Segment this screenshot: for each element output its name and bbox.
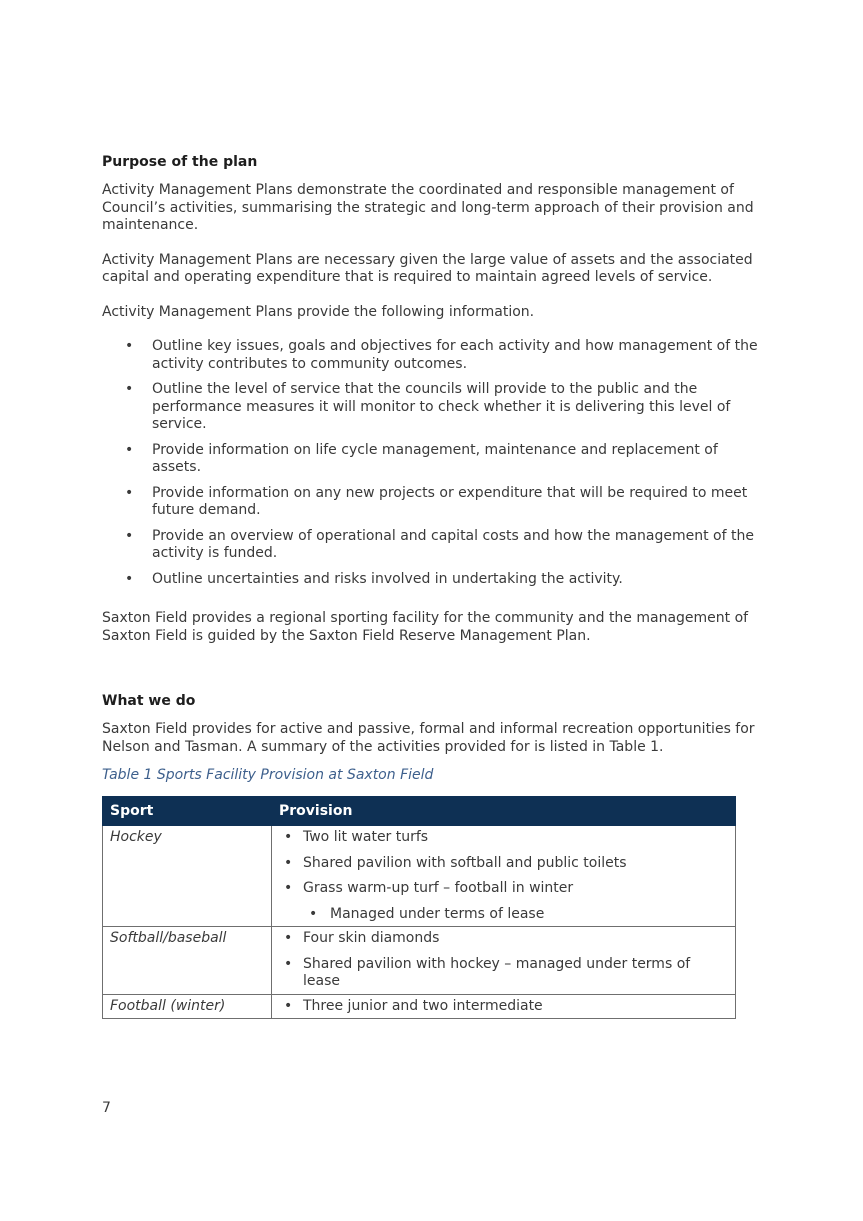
page-number: 7: [102, 1100, 111, 1116]
list-item: • Outline the level of service that the councils will provide to the public and the performance measures it will monitor to check whether it is delivering this level of service.: [125, 381, 731, 432]
bullet-icon: •: [125, 381, 134, 397]
table-caption: Table 1 Sports Facility Provision at Saxton Field: [102, 767, 434, 783]
provision-cell: [272, 927, 736, 995]
list-item: • Provide information on any new projects or expenditure that will be required to meet future demand.: [125, 484, 748, 518]
table-row: [103, 994, 736, 1019]
paragraph: Saxton Field provides a regional sporting facility for the community and the management of Saxton Field is guided by the Saxton Field Reserve Management Plan.: [102, 610, 749, 644]
bullet-icon: •: [309, 905, 318, 922]
list-item: • Two lit water turfs: [284, 829, 429, 845]
bullet-icon: •: [125, 441, 134, 458]
section-heading-purpose: Purpose of the plan: [102, 154, 258, 170]
bullet-icon: •: [125, 338, 134, 354]
list-item: • Four skin diamonds: [284, 930, 440, 946]
bullet-icon: •: [125, 570, 134, 587]
column-header-provision: Provision: [272, 797, 736, 826]
paragraph: Activity Management Plans demonstrate the coordinated and responsible management of Council’s activities, summarising the strategic and long-term approach of their provision and maintenance.: [102, 182, 754, 233]
bullet-icon: •: [284, 854, 293, 871]
bullet-icon: •: [284, 880, 293, 896]
list-item: • Grass warm-up turf – football in winter: [284, 880, 574, 896]
list-item: • Provide information on life cycle management, maintenance and replacement of assets.: [125, 441, 718, 475]
list-item: • Three junior and two intermediate: [284, 997, 543, 1014]
bullet-icon: •: [284, 997, 293, 1014]
bullet-icon: •: [125, 484, 134, 501]
sports-facility-table: [102, 796, 736, 1019]
list-item: • Managed under terms of lease: [309, 905, 545, 922]
table-header-row: [103, 797, 736, 826]
column-header-sport: Sport: [103, 797, 272, 826]
provision-cell: [272, 826, 736, 927]
sport-cell: Softball/baseball: [103, 927, 272, 995]
info-bullet-list: [102, 338, 768, 588]
bullet-icon: •: [284, 955, 293, 972]
table-row: [103, 927, 736, 995]
list-item: • Shared pavilion with hockey – managed under terms of lease: [284, 955, 691, 989]
bullet-icon: •: [284, 829, 293, 845]
paragraph: Activity Management Plans provide the following information.: [102, 303, 535, 320]
table-row: [103, 826, 736, 927]
list-item: • Outline uncertainties and risks involved in undertaking the activity.: [125, 570, 623, 587]
bullet-icon: •: [284, 930, 293, 946]
page-content: [102, 152, 768, 1019]
provision-cell: [272, 994, 736, 1019]
list-item: • Outline key issues, goals and objectives for each activity and how management of the activity contributes to community outcomes.: [125, 338, 758, 372]
section-heading-what-we-do: What we do: [102, 693, 196, 709]
list-item: • Provide an overview of operational and capital costs and how the management of the activity is funded.: [125, 527, 754, 561]
sport-cell: Hockey: [103, 826, 272, 927]
paragraph: Saxton Field provides for active and passive, formal and informal recreation opportunities for Nelson and Tasman. A summary of the activities provided for is listed in Table 1.: [102, 721, 755, 755]
paragraph: Activity Management Plans are necessary given the large value of assets and the associated capital and operating expenditure that is required to maintain agreed levels of service.: [102, 251, 753, 285]
bullet-icon: •: [125, 527, 134, 544]
list-item: • Shared pavilion with softball and public toilets: [284, 854, 627, 871]
sport-cell: Football (winter): [103, 994, 272, 1019]
